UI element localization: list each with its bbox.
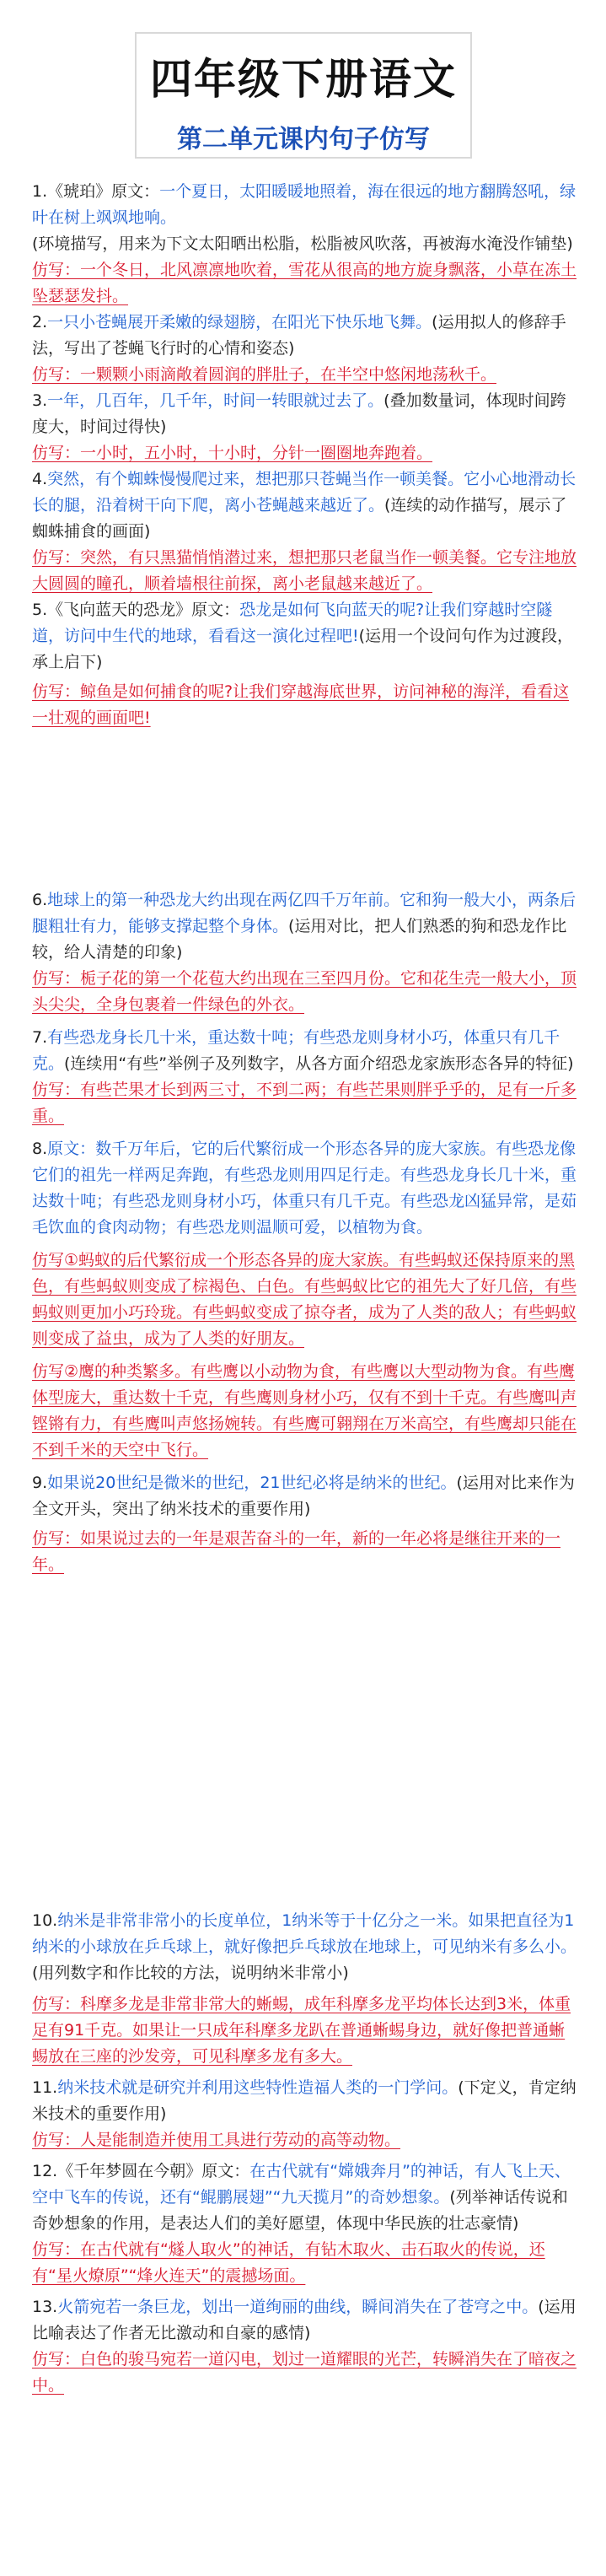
imitation-sentence: 仿写：有些芒果才长到两三寸，不到二两；有些芒果则胖乎乎的，足有一斤多重。 <box>32 1081 577 1125</box>
page-title: 四年级下册语文 <box>150 54 457 104</box>
item-note: (运用比喻表达了作者无比激动和自豪的感情) <box>32 2298 577 2342</box>
item-label: 《飞向蓝天的恐龙》原文： <box>47 601 240 619</box>
title-box <box>135 32 472 159</box>
imitation-sentence: 仿写：科摩多龙是非常非常大的蜥蜴，成年科摩多龙平均体长达到3米，体重足有91千克。如果让一只成年科摩多龙趴在普通蜥蜴身边，就好像把普通蜥蜴放在三座的沙发旁，可见科摩多龙有多大。 <box>32 1995 571 2066</box>
item-number: 7. <box>32 1028 48 1047</box>
item-note: (连续的动作描写，展示了蜘蛛捕食的画面) <box>32 496 567 541</box>
item-note: (运用拟人的修辞手法，写出了苍蝇飞行时的心情和姿态) <box>32 313 566 358</box>
imitation-sentence: 仿写：在古代就有“燧人取火”的神话，有钻木取火、击石取火的传说，还有“星火燎原”“烽火连天”的震撼场面。 <box>32 2240 545 2285</box>
item-9 <box>32 1470 580 1522</box>
item-note: (运用对比，把人们熟悉的狗和恐龙作比较，给人清楚的印象) <box>32 917 567 962</box>
item-1 <box>32 179 580 231</box>
item-label: 《琥珀》原文： <box>47 182 160 201</box>
item-3 <box>32 388 580 440</box>
item-number: 9. <box>32 1474 48 1492</box>
original-sentence: 在古代就有“嫦娥奔月”的神话，有人飞上天、空中飞车的传说，还有“鲲鹏展翅”“九天揽月”的奇妙想象。 <box>32 2162 571 2207</box>
item-2 <box>32 310 580 362</box>
original-sentence: 火箭宛若一条巨龙，划出一道绚丽的曲线，瞬间消失在了苍穹之中。 <box>57 2298 539 2316</box>
original-sentence: 一只小苍蝇展开柔嫩的绿翅膀，在阳光下快乐地飞舞。 <box>47 313 432 331</box>
item-label: 原文： <box>47 1140 96 1158</box>
item-label: 《千年梦圆在今朝》原文： <box>57 2162 250 2180</box>
item-number: 12. <box>32 2162 58 2180</box>
item-note: (叠加数量词，体现时间跨度大，时间过得快) <box>32 391 566 436</box>
item-note: (运用对比来作为全文开头，突出了纳米技术的重要作用) <box>32 1474 575 1518</box>
item-number: 6. <box>32 891 48 909</box>
item-13 <box>32 2294 580 2347</box>
original-sentence: 恐龙是如何飞向蓝天的呢?让我们穿越时空隧道，访问中生代的地球，看看这一演化过程吧! <box>32 601 553 645</box>
original-sentence: 纳米技术就是研究并利用这些特性造福人类的一门学问。 <box>57 2078 459 2097</box>
item-number: 10. <box>32 1911 58 1930</box>
imitation-sentence: 仿写：如果说过去的一年是艰苦奋斗的一年，新的一年必将是继往开来的一年。 <box>32 1529 561 1574</box>
item-note: (环境描写，用来为下文太阳晒出松脂，松脂被风吹落，再被海水淹没作铺垫) <box>32 234 573 253</box>
content-part-1 <box>32 179 580 731</box>
imitation-sentence: 仿写：一颗颗小雨滴敞着圆润的胖肚子，在半空中悠闲地荡秋千。 <box>32 365 497 384</box>
item-number: 2. <box>32 313 48 331</box>
item-note: (下定义，肯定纳米技术的重要作用) <box>32 2078 577 2123</box>
item-note: (连续用“有些”举例子及列数字，从各方面介绍恐龙家族形态各异的特征) <box>64 1054 574 1073</box>
original-sentence: 一年，几百年，几千年，时间一转眼就过去了。 <box>47 391 384 410</box>
item-note: (用列数字和作比较的方法，说明纳米非常小) <box>32 1964 349 1982</box>
content-part-3 <box>32 1908 580 2399</box>
content-part-2 <box>32 887 580 1578</box>
imitation-sentence: 仿写：一小时，五小时，十小时，分针一圈圈地奔跑着。 <box>32 444 433 462</box>
imitation-sentence: 仿写：白色的骏马宛若一道闪电，划过一道耀眼的光芒，转瞬消失在了暗夜之中。 <box>32 2350 577 2395</box>
imitation-sentence: 仿写：栀子花的第一个花苞大约出现在三至四月份。它和花生壳一般大小，顶头尖尖，全身包裹着一件绿色的外衣。 <box>32 969 577 1014</box>
item-note: (列举神话传说和奇妙想象的作用，是表达人们的美好愿望，体现中华民族的壮志豪情) <box>32 2188 568 2233</box>
page-subtitle: 第二单元课内句子仿写 <box>177 125 430 154</box>
imitation-sentence-2: 仿写②鹰的种类繁多。有些鹰以小动物为食，有些鹰以大型动物为食。有些鹰体型庞大，重达数十千克，有些鹰则身材小巧，仅有不到十千克。有些鹰叫声铿锵有力，有些鹰叫声悠扬婉转。有些鹰可翱翔在万米高空，有些鹰却只能在不到千米的天空中飞行。 <box>32 1362 577 1459</box>
item-12 <box>32 2158 580 2237</box>
item-8 <box>32 1136 580 1241</box>
imitation-sentence: 仿写：一个冬日，北风凛凛地吹着，雪花从很高的地方旋身飘落，小草在冻土坠瑟瑟发抖。 <box>32 261 577 305</box>
original-sentence: 如果说20世纪是微米的世纪，21世纪必将是纳米的世纪。 <box>47 1474 457 1492</box>
imitation-sentence: 仿写①蚂蚁的后代繁衍成一个形态各异的庞大家族。有些蚂蚁还保持原来的黑色，有些蚂蚁则变成了棕褐色、白色。有些蚂蚁比它的祖先大了好几倍，有些蚂蚁则更加小巧玲珑。有些蚂蚁变成了掠夺者，成为了人类的敌人；有些蚂蚁则变成了益虫，成为了人类的好朋友。 <box>32 1251 577 1348</box>
item-7 <box>32 1025 580 1077</box>
original-sentence: 突然，有个蜘蛛慢慢爬过来，想把那只苍蝇当作一顿美餐。它小心地滑动长长的腿，沿着树干向下爬，离小苍蝇越来越近了。 <box>32 470 577 515</box>
item-number: 3. <box>32 391 48 410</box>
original-sentence: 数千万年后，它的后代繁衍成一个形态各异的庞大家族。有些恐龙像它们的祖先一样两足奔跑，有些恐龙则用四足行走。有些恐龙身长几十米，重达数十吨；有些恐龙则身材小巧，体重只有几千克。有些恐龙凶猛异常，是茹毛饮血的食肉动物；有些恐龙则温顺可爱，以植物为食。 <box>32 1140 577 1237</box>
item-note: (运用一个设问句作为过渡段，承上启下) <box>32 627 574 671</box>
item-number: 8. <box>32 1140 48 1158</box>
imitation-sentence: 仿写：突然，有只黑猫悄悄潜过来，想把那只老鼠当作一顿美餐。它专注地放大圆圆的瞳孔，顺着墙根往前探，离小老鼠越来越近了。 <box>32 548 577 593</box>
item-4 <box>32 466 580 545</box>
original-sentence: 一个夏日，太阳暖暖地照着，海在很远的地方翻腾怒吼，绿叶在树上飒飒地响。 <box>32 182 577 227</box>
item-5 <box>32 597 580 676</box>
item-number: 5. <box>32 601 48 619</box>
imitation-sentence: 仿写：鲸鱼是如何捕食的呢?让我们穿越海底世界，访问神秘的海洋，看看这一壮观的画面吧! <box>32 682 570 727</box>
item-6 <box>32 887 580 966</box>
item-11 <box>32 2075 580 2127</box>
item-10 <box>32 1908 580 1986</box>
original-sentence: 有些恐龙身长几十米，重达数十吨；有些恐龙则身材小巧，体重只有几千克。 <box>32 1028 560 1073</box>
imitation-sentence: 仿写：人是能制造并使用工具进行劳动的高等动物。 <box>32 2131 401 2149</box>
original-sentence: 纳米是非常非常小的长度单位，1纳米等于十亿分之一米。如果把直径为1纳米的小球放在乒乓球上，就好像把乒乓球放在地球上，可见纳米有多么小。 <box>32 1911 577 1956</box>
item-number: 11. <box>32 2078 58 2097</box>
item-number: 13. <box>32 2298 58 2316</box>
original-sentence: 地球上的第一种恐龙大约出现在两亿四千万年前。它和狗一般大小，两条后腿粗壮有力，能够支撑起整个身体。 <box>32 891 577 935</box>
item-number: 4. <box>32 470 48 488</box>
item-number: 1. <box>32 182 48 201</box>
